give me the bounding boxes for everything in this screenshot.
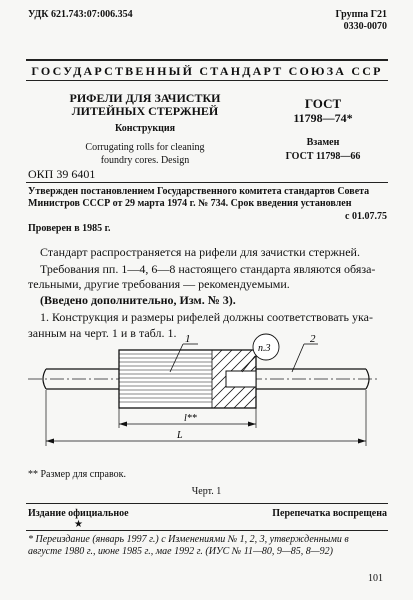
standard-title: ГОСУДАРСТВЕННЫЙ СТАНДАРТ СОЮЗА ССР: [31, 64, 383, 78]
leader-2: [292, 344, 304, 372]
title-ru-line2: ЛИТЕЙНЫХ СТЕРЖНЕЙ: [71, 104, 219, 118]
title-en-line2: foundry cores. Design: [100, 155, 190, 166]
title-ru-line1: РИФЕЛИ ДЛЯ ЗАЧИСТКИ: [69, 91, 221, 105]
paragraph-design-line2: занным на черт. 1 и в табл. 1.: [28, 326, 177, 340]
reprint-prohibited: Перепечатка воспрещена: [272, 508, 387, 519]
reissue-note-line1: * Переиздание (январь 1997 г.) с Изменениями № 1, 2, 3, утвержденными в: [28, 534, 349, 545]
udk-code: УДК 621.743:07:006.354: [28, 9, 133, 20]
checked-note: Проверен в 1985 г.: [28, 223, 111, 234]
gost-label: ГОСТ: [304, 96, 342, 111]
paragraph-design-line1: 1. Конструкция и размеры рифелей должны соответствовать ука-: [40, 310, 373, 324]
star-mark: ★: [74, 519, 83, 530]
approval-date: с 01.07.75: [345, 211, 387, 222]
label-part-1: 1: [185, 333, 191, 345]
paragraph-requirements-line2: тельными, другие требования — рекомендуемыми.: [28, 277, 290, 291]
classification-code: 0330-0070: [343, 21, 387, 32]
approval-line1: Утвержден постановлением Государственного комитета стандартов Совета: [28, 186, 370, 197]
top-rule: [26, 59, 388, 61]
technical-drawing: [0, 330, 413, 460]
group-code: Группа Г21: [335, 9, 387, 20]
dimension-L-label: L: [177, 430, 183, 441]
replaces-gost: ГОСТ 11798—66: [285, 151, 361, 162]
callout-label: п.3: [258, 343, 271, 354]
replaces-label: Взамен: [306, 137, 340, 148]
title-rule: [26, 80, 388, 81]
page-number: 101: [368, 573, 383, 584]
okp-rule: [26, 182, 388, 183]
bore-hole: [226, 371, 256, 387]
footnote-reference: ** Размер для справок.: [28, 469, 126, 480]
footer-rule: [26, 503, 388, 504]
figure-caption: Черт. 1: [191, 486, 222, 497]
subtitle-ru: Конструкция: [114, 123, 176, 134]
official-edition: Издание официальное: [28, 508, 129, 519]
reissue-note-line2: августе 1980 г., июне 1985 г., мае 1992 г. (ИУС № 11—80, 9—85, 8—92): [28, 546, 333, 557]
gost-number: 11798—74*: [293, 111, 353, 125]
footer-rule-2: [26, 530, 388, 531]
label-part-2: 2: [310, 333, 316, 345]
okp-code: ОКП 39 6401: [28, 167, 96, 181]
title-en-line1: Corrugating rolls for cleaning: [85, 142, 205, 153]
paragraph-scope: Стандарт распространяется на рифели для зачистки стержней.: [40, 245, 360, 259]
paragraph-amendment: (Введено дополнительно, Изм. № 3).: [40, 293, 236, 307]
approval-line2: Министров СССР от 29 марта 1974 г. № 734. Срок введения установлен: [28, 198, 352, 209]
dimension-l-label: l**: [184, 413, 197, 424]
paragraph-requirements-line1: Требования пп. 1—4, 6—8 настоящего стандарта являются обяза-: [40, 262, 376, 276]
